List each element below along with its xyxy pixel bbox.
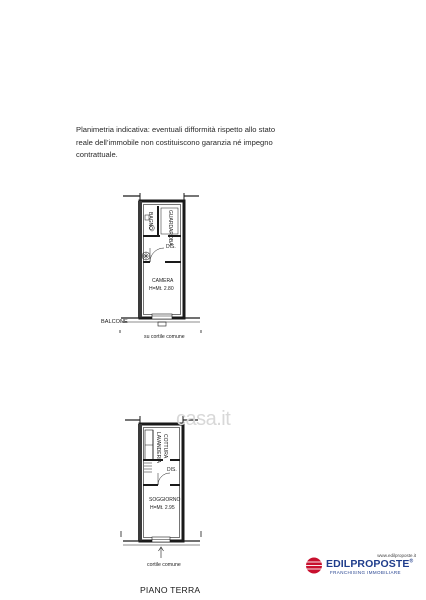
brand-globe-icon (304, 557, 324, 574)
brand-logo-block[interactable] (300, 553, 422, 577)
courtyard-label-lower: cortile comune (147, 562, 181, 568)
floor-label: PIANO TERRA (140, 585, 201, 595)
room-label-camera: CAMERA (152, 278, 174, 284)
room-label-dis-lower: DIS. (167, 467, 177, 473)
room-label-bagno: BAGNO (147, 212, 153, 231)
lower-floor-plan (121, 416, 201, 558)
disclaimer-note: Planimetria indicativa: eventuali difformità rispetto allo stato reale dell’immobile non costituiscono garanzia né impegno contrattuale. (76, 125, 276, 160)
courtyard-label-upper: su cortile comune (144, 334, 185, 340)
brand-tagline: FRANCHISING IMMOBILIARE (330, 570, 401, 575)
watermark: casa.it (176, 408, 231, 430)
room-label-dis-upper: DIS. (166, 244, 176, 250)
room-label-lavanderia: LAVANDERIA (155, 432, 161, 463)
brand-name: EDILPROPOSTE® (326, 558, 414, 570)
room-label-soggiorno: SOGGIORNO (149, 497, 181, 503)
upper-floor-plan (120, 193, 201, 333)
room-height-camera: H=Mt. 2.80 (149, 286, 174, 292)
balcony-label: BALCONE (101, 319, 128, 325)
room-label-guardaroba: GUARDAROBA (167, 210, 173, 246)
room-height-soggiorno: H=Mt. 2.95 (150, 505, 175, 511)
room-label-cottura: COTTURA (162, 434, 168, 459)
brand-url[interactable]: www.edilproposte.it (377, 553, 416, 558)
